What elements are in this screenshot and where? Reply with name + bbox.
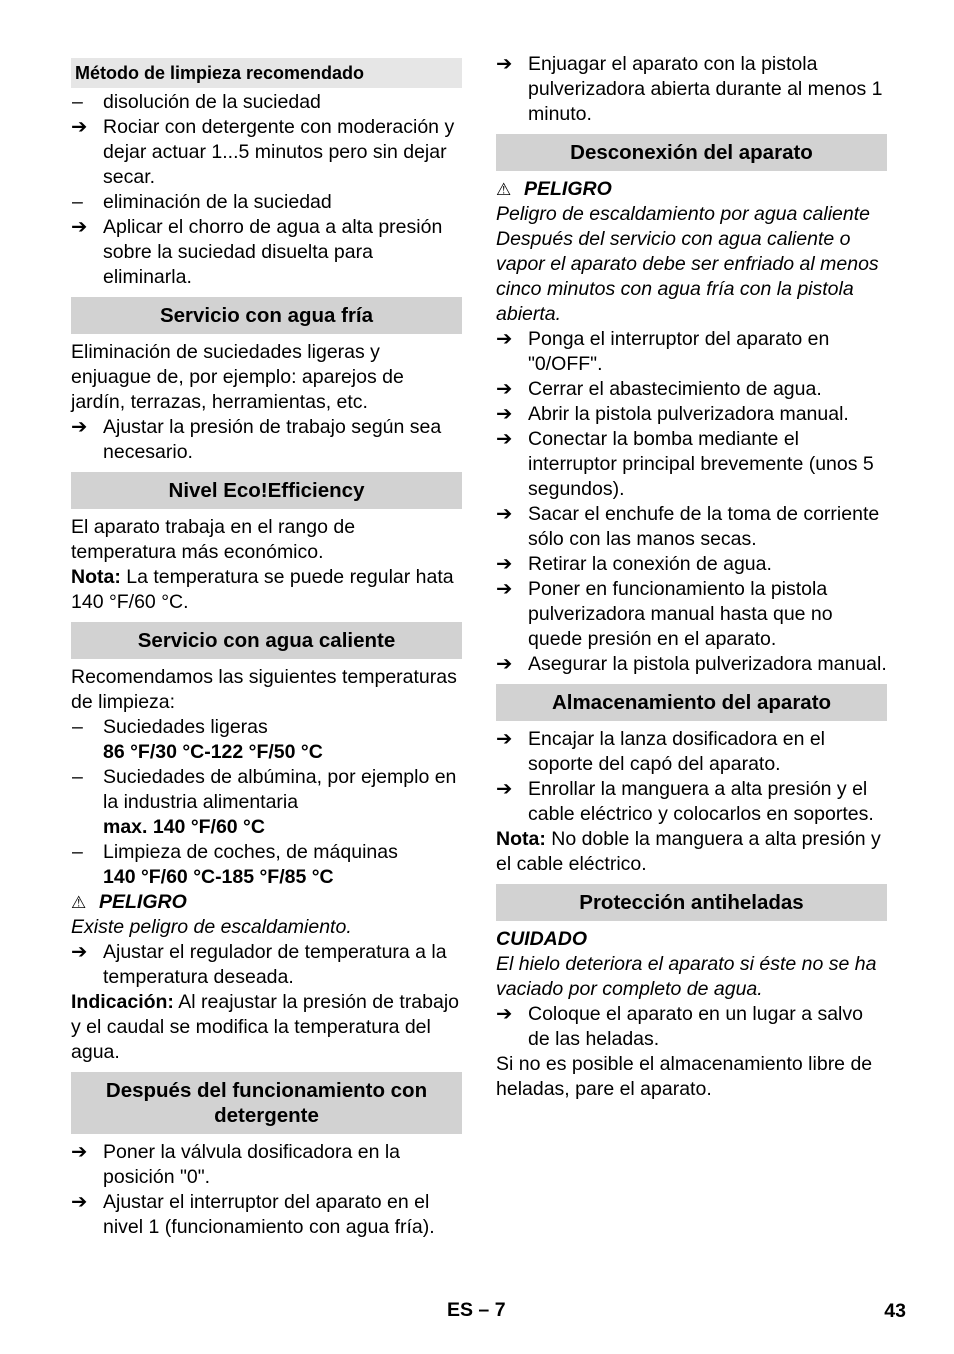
list-item — [71, 415, 462, 465]
item-text: Enjuagar el aparato con la pistola pulverizadora abierta durante al menos 1 minuto. — [528, 53, 883, 125]
heading-cold-water: Servicio con agua fría — [71, 297, 462, 334]
temperature-value: max. 140 °F/60 °C — [103, 816, 265, 838]
list-item — [71, 840, 462, 890]
heading-eco-efficiency: Nivel Eco!Efficiency — [71, 472, 462, 509]
item-text: Suciedades ligeras — [103, 716, 268, 738]
arrow-icon: ➔ — [71, 116, 88, 138]
arrow-icon: ➔ — [496, 578, 513, 600]
indication-label: Indicación: — [71, 991, 174, 1013]
arrow-icon: ➔ — [496, 553, 513, 575]
item-text: Suciedades de albúmina, por ejemplo en la industria alimentaria — [103, 766, 457, 813]
dash-marker: – — [72, 841, 83, 863]
arrow-icon: ➔ — [496, 428, 513, 450]
arrow-icon: ➔ — [71, 941, 88, 963]
list-item — [71, 215, 462, 290]
warning-triangle-icon: ⚠ — [71, 893, 87, 912]
item-text: Poner la válvula dosificadora en la posición "0". — [103, 1141, 401, 1188]
hot-water-intro: Recomendamos las siguientes temperaturas de limpieza: — [71, 666, 457, 713]
note-label: Nota: — [496, 828, 546, 850]
arrow-icon: ➔ — [496, 778, 513, 800]
storage-note — [496, 827, 887, 877]
eco-intro: El aparato trabaja en el rango de temperatura más económico. — [71, 516, 356, 563]
list-item — [496, 777, 887, 827]
dash-marker: – — [72, 766, 83, 788]
item-text: Coloque el aparato en un lugar a salvo de las heladas. — [528, 1003, 863, 1050]
list-item — [496, 327, 887, 377]
list-item — [496, 652, 887, 677]
arrow-icon: ➔ — [71, 216, 88, 238]
item-text: Asegurar la pistola pulverizadora manual. — [528, 653, 887, 675]
list-item — [496, 52, 887, 127]
page-number: 43 — [884, 1300, 906, 1322]
item-text: Cerrar el abastecimiento de agua. — [528, 378, 822, 400]
dash-marker: – — [72, 716, 83, 738]
arrow-icon: ➔ — [71, 416, 88, 438]
warning-title — [71, 890, 462, 915]
arrow-icon: ➔ — [496, 653, 513, 675]
arrow-icon: ➔ — [496, 328, 513, 350]
list-item — [496, 402, 887, 427]
warning-label: PELIGRO — [524, 178, 612, 200]
list-item — [496, 552, 887, 577]
list-item — [496, 577, 887, 652]
list-item — [496, 502, 887, 552]
heading-storage: Almacenamiento del aparato — [496, 684, 887, 721]
warning-title — [496, 177, 887, 202]
heading-hot-water: Servicio con agua caliente — [71, 622, 462, 659]
item-text: Poner en funcionamiento la pistola pulverizadora manual hasta que no quede presión en el aparato. — [528, 578, 833, 650]
arrow-icon: ➔ — [71, 1141, 88, 1163]
frost-outro: Si no es posible el almacenamiento libre de heladas, pare el aparato. — [496, 1053, 873, 1100]
dash-marker: – — [72, 91, 83, 113]
warning-text: Existe peligro de escaldamiento. — [71, 916, 352, 938]
footer-section-label: ES – 7 — [447, 1299, 506, 1321]
left-column — [71, 52, 462, 1240]
item-text: Aplicar el chorro de agua a alta presión sobre la suciedad disuelta para eliminarla. — [103, 216, 443, 288]
list-item — [71, 765, 462, 840]
list-item — [71, 190, 462, 215]
caution-label: CUIDADO — [496, 928, 587, 950]
item-text: Conectar la bomba mediante el interruptor principal brevemente (unos 5 segundos). — [528, 428, 874, 500]
item-text: Retirar la conexión de agua. — [528, 553, 772, 575]
arrow-icon: ➔ — [71, 1191, 88, 1213]
item-text: Sacar el enchufe de la toma de corriente sólo con las manos secas. — [528, 503, 880, 550]
item-text: Limpieza de coches, de máquinas — [103, 841, 398, 863]
arrow-icon: ➔ — [496, 728, 513, 750]
list-item — [71, 115, 462, 190]
item-text: Ponga el interruptor del aparato en "0/OFF". — [528, 328, 830, 375]
list-item — [496, 727, 887, 777]
warning-label: PELIGRO — [99, 891, 187, 913]
note-text: No doble la manguera a alta presión y el cable eléctrico. — [496, 828, 881, 875]
indication-note — [71, 990, 462, 1065]
list-item — [496, 1002, 887, 1052]
item-text: Ajustar el interruptor del aparato en el nivel 1 (funcionamiento con agua fría). — [103, 1191, 435, 1238]
warning-text: Peligro de escaldamiento por agua caliente Después del servicio con agua caliente o vapor el aparato debe ser enfriado al menos cinco minutos con agua fría con la pistola abierta. — [496, 203, 879, 325]
warning-triangle-icon: ⚠ — [496, 180, 512, 199]
list-item — [71, 90, 462, 115]
item-text: Ajustar el regulador de temperatura a la temperatura deseada. — [103, 941, 447, 988]
item-text: Encajar la lanza dosificadora en el soporte del capó del aparato. — [528, 728, 826, 775]
item-text: Rociar con detergente con moderación y dejar actuar 1...5 minutos pero sin dejar secar. — [103, 116, 455, 188]
arrow-icon: ➔ — [496, 503, 513, 525]
cold-water-intro: Eliminación de suciedades ligeras y enjuague de, por ejemplo: aparejos de jardín, terrazas, herramientas, etc. — [71, 341, 404, 413]
heading-shutdown: Desconexión del aparato — [496, 134, 887, 171]
item-text: eliminación de la suciedad — [103, 191, 332, 213]
indication-text: Al reajustar la presión de trabajo y el caudal se modifica la temperatura del agua. — [71, 991, 460, 1063]
list-item — [71, 940, 462, 990]
temperature-value: 86 °F/30 °C-122 °F/50 °C — [103, 741, 323, 763]
note-text: La temperatura se puede regular hata 140 °F/60 °C. — [71, 566, 454, 613]
heading-after-detergent: Después del funcionamiento con detergente — [71, 1072, 462, 1134]
note-label: Nota: — [71, 566, 121, 588]
list-item — [496, 427, 887, 502]
caution-text: El hielo deteriora el aparato si éste no se ha vaciado por completo de agua. — [496, 953, 877, 1000]
list-item — [71, 1140, 462, 1190]
temperature-value: 140 °F/60 °C-185 °F/85 °C — [103, 866, 334, 888]
item-text: Abrir la pistola pulverizadora manual. — [528, 403, 849, 425]
arrow-icon: ➔ — [496, 53, 513, 75]
right-column — [496, 52, 887, 1102]
list-item — [71, 715, 462, 765]
dash-marker: – — [72, 191, 83, 213]
arrow-icon: ➔ — [496, 378, 513, 400]
heading-recommended-method: Método de limpieza recomendado — [71, 58, 462, 88]
item-text: disolución de la suciedad — [103, 91, 321, 113]
arrow-icon: ➔ — [496, 403, 513, 425]
heading-frost-protection: Protección antiheladas — [496, 884, 887, 921]
item-text: Enrollar la manguera a alta presión y el cable eléctrico y colocarlos en soportes. — [528, 778, 874, 825]
arrow-icon: ➔ — [496, 1003, 513, 1025]
item-text: Ajustar la presión de trabajo según sea necesario. — [103, 416, 442, 463]
list-item — [71, 1190, 462, 1240]
eco-note — [71, 565, 462, 615]
list-item — [496, 377, 887, 402]
